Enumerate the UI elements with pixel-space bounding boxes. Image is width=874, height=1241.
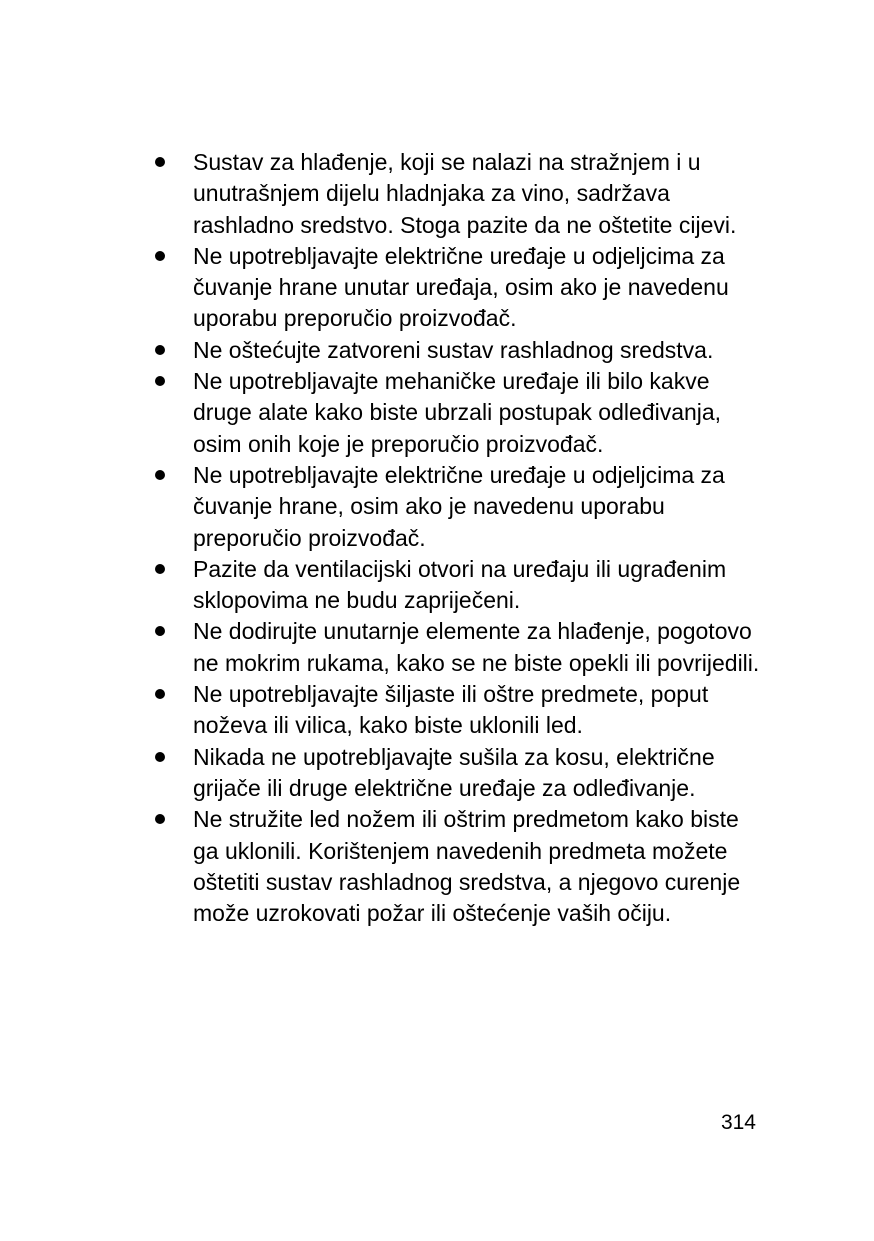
bullet-icon — [155, 814, 165, 824]
list-item — [150, 241, 770, 335]
list-item — [150, 616, 770, 679]
list-item-text: Ne dodirujte unutarnje elemente za hlađenje, pogotovo ne mokrim rukama, kako se ne biste opekli ili povrijedili. — [193, 618, 760, 676]
bullet-icon — [155, 626, 165, 636]
safety-bullet-list — [150, 147, 770, 929]
list-item — [150, 554, 770, 617]
list-item — [150, 742, 770, 805]
list-item-text: Ne upotrebljavajte električne uređaje u odjeljcima za čuvanje hrane, osim ako je navedenu uporabu preporučio proizvođač. — [193, 461, 725, 551]
list-item-text: Ne oštećujte zatvoreni sustav rashladnog sredstva. — [193, 336, 714, 363]
list-item — [150, 804, 770, 929]
list-item — [150, 460, 770, 554]
list-item — [150, 366, 770, 460]
list-item-text: Ne upotrebljavajte električne uređaje u odjeljcima za čuvanje hrane unutar uređaja, osim ako je navedenu uporabu preporučio proizvođač. — [193, 242, 729, 332]
list-item-text: Ne upotrebljavajte mehaničke uređaje ili bilo kakve druge alate kako biste ubrzali postupak odleđivanja, osim onih koje je preporučio proizvođač. — [193, 368, 722, 457]
list-item-text: Pazite da ventilacijski otvori na uređaju ili ugrađenim sklopovima ne budu zapriječeni. — [193, 555, 727, 614]
bullet-icon — [155, 564, 165, 574]
list-item-text: Ne upotrebljavajte šiljaste ili oštre predmete, poput noževa ili vilica, kako biste uklonili led. — [193, 681, 709, 739]
bullet-icon — [155, 689, 165, 699]
bullet-icon — [155, 251, 165, 261]
list-item — [150, 335, 770, 366]
page-number: 314 — [720, 1111, 756, 1134]
list-item-text: Nikada ne upotrebljavajte sušila za kosu, električne grijače ili druge električne uređaje za odleđivanje. — [193, 743, 715, 801]
list-item-text: Sustav za hlađenje, koji se nalazi na stražnjem i u unutrašnjem dijelu hladnjaka za vino, sadržava rashladno sredstvo. Stoga pazite da ne oštetite cijevi. — [193, 149, 737, 238]
bullet-icon — [155, 470, 165, 480]
bullet-icon — [155, 376, 165, 386]
bullet-icon — [155, 157, 165, 167]
bullet-icon — [155, 345, 165, 355]
list-item — [150, 679, 770, 742]
list-item-text: Ne stružite led nožem ili oštrim predmetom kako biste ga uklonili. Korištenjem navedenih predmeta možete oštetiti sustav rashladnog sredstva, a njegovo curenje može uzrokovati požar ili oštećenje vaših očiju. — [193, 806, 741, 927]
bullet-icon — [155, 752, 165, 762]
list-item — [150, 147, 770, 241]
